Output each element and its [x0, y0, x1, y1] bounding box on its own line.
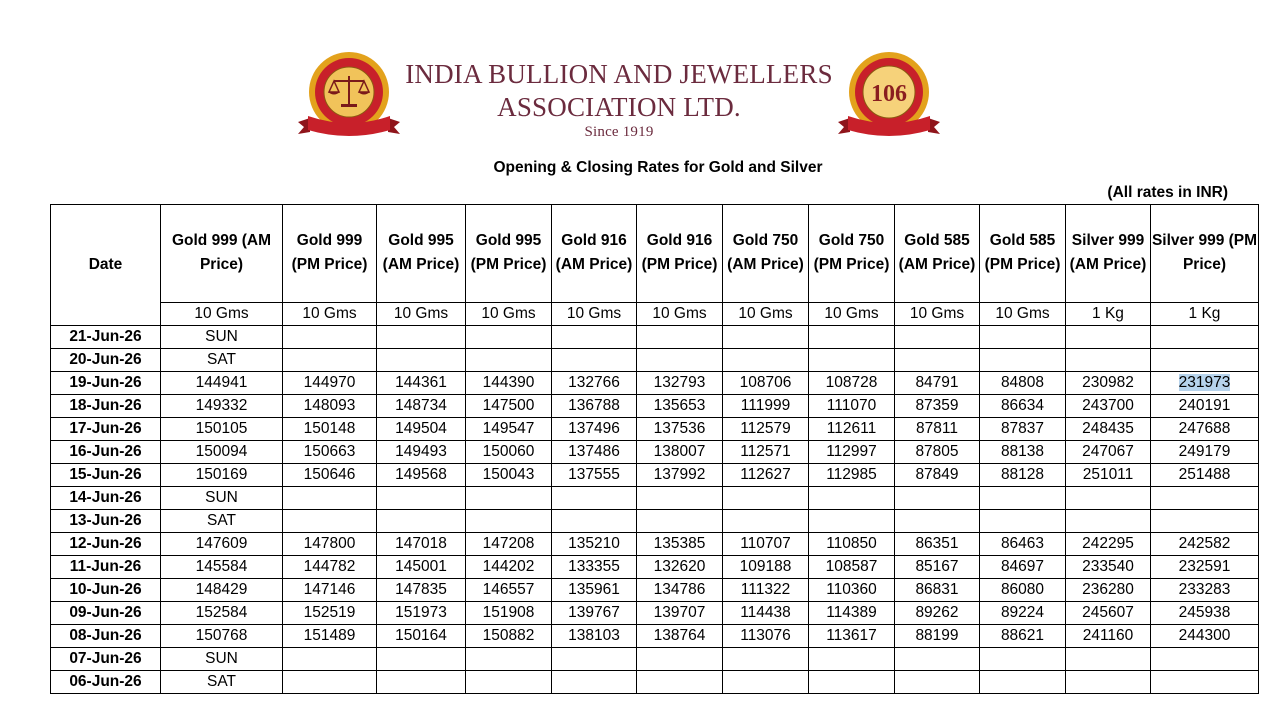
rate-cell: 244300 — [1151, 625, 1259, 648]
column-header: Gold 585 (AM Price) — [895, 205, 980, 303]
rate-cell — [552, 487, 637, 510]
row-date: 07-Jun-26 — [51, 648, 161, 671]
rate-cell — [637, 487, 723, 510]
rate-cell — [809, 671, 895, 694]
rate-cell: 150164 — [377, 625, 466, 648]
rate-cell: 137496 — [552, 418, 637, 441]
column-header: Gold 999 (PM Price) — [283, 205, 377, 303]
rate-cell — [1066, 487, 1151, 510]
rate-cell — [377, 648, 466, 671]
rate-cell: 86831 — [895, 579, 980, 602]
rate-cell — [637, 671, 723, 694]
rate-cell: 147609 — [161, 533, 283, 556]
rate-cell — [1066, 510, 1151, 533]
rate-cell: 111070 — [809, 395, 895, 418]
association-name-line1: INDIA BULLION AND JEWELLERS — [405, 59, 833, 89]
rate-cell: 137992 — [637, 464, 723, 487]
rate-cell: 146557 — [466, 579, 552, 602]
rate-cell: 89224 — [980, 602, 1066, 625]
rate-cell: 242582 — [1151, 533, 1259, 556]
table-body — [51, 326, 1259, 694]
rate-cell: 150768 — [161, 625, 283, 648]
rate-cell: 84791 — [895, 372, 980, 395]
rate-cell: 151973 — [377, 602, 466, 625]
rate-cell — [377, 510, 466, 533]
column-unit: 10 Gms — [809, 302, 895, 325]
rate-cell: 247067 — [1066, 441, 1151, 464]
rate-cell: 145001 — [377, 556, 466, 579]
rate-cell: 147146 — [283, 579, 377, 602]
rate-cell — [1066, 326, 1151, 349]
column-header: Gold 999 (AM Price) — [161, 205, 283, 303]
row-date: 18-Jun-26 — [51, 395, 161, 418]
table-row — [51, 556, 1259, 579]
rate-cell: 111999 — [723, 395, 809, 418]
rate-cell — [1066, 671, 1151, 694]
column-unit: 10 Gms — [980, 302, 1066, 325]
column-header: Gold 995 (PM Price) — [466, 205, 552, 303]
rate-cell: 251011 — [1066, 464, 1151, 487]
rate-cell: SAT — [161, 349, 283, 372]
rate-cell: 233283 — [1151, 579, 1259, 602]
rate-cell: 247688 — [1151, 418, 1259, 441]
row-date: 19-Jun-26 — [51, 372, 161, 395]
column-unit: 10 Gms — [161, 302, 283, 325]
column-header: Gold 916 (AM Price) — [552, 205, 637, 303]
rate-cell: 86634 — [980, 395, 1066, 418]
association-name — [404, 58, 834, 141]
rate-cell — [723, 349, 809, 372]
table-row — [51, 487, 1259, 510]
rate-cell: SUN — [161, 326, 283, 349]
rate-cell: 150148 — [283, 418, 377, 441]
rate-cell — [466, 671, 552, 694]
rates-table — [50, 204, 1259, 694]
rate-cell — [809, 326, 895, 349]
rate-cell — [552, 349, 637, 372]
rate-cell: 232591 — [1151, 556, 1259, 579]
rate-cell: 137486 — [552, 441, 637, 464]
rate-cell — [895, 326, 980, 349]
rate-cell: 87805 — [895, 441, 980, 464]
rate-cell: 144361 — [377, 372, 466, 395]
rate-cell: 150663 — [283, 441, 377, 464]
row-date: 12-Jun-26 — [51, 533, 161, 556]
rate-cell: 114438 — [723, 602, 809, 625]
rate-cell: 112985 — [809, 464, 895, 487]
table-unit-row — [51, 302, 1259, 325]
rate-cell — [895, 648, 980, 671]
rate-cell — [980, 326, 1066, 349]
rate-cell: 147500 — [466, 395, 552, 418]
rate-cell: 135210 — [552, 533, 637, 556]
rate-cell — [723, 326, 809, 349]
column-unit: 10 Gms — [466, 302, 552, 325]
rate-cell: 249179 — [1151, 441, 1259, 464]
rate-cell — [1151, 372, 1259, 395]
rate-cell: 145584 — [161, 556, 283, 579]
row-date: 06-Jun-26 — [51, 671, 161, 694]
rate-cell — [895, 510, 980, 533]
rate-cell — [980, 349, 1066, 372]
column-header: Gold 585 (PM Price) — [980, 205, 1066, 303]
rate-cell — [980, 487, 1066, 510]
rate-cell: 112579 — [723, 418, 809, 441]
rate-cell: 133355 — [552, 556, 637, 579]
rate-cell — [1151, 349, 1259, 372]
table-row — [51, 464, 1259, 487]
rate-cell: 147208 — [466, 533, 552, 556]
rate-cell: 134786 — [637, 579, 723, 602]
column-unit: 10 Gms — [723, 302, 809, 325]
rate-cell — [980, 510, 1066, 533]
rate-cell: 138764 — [637, 625, 723, 648]
rate-cell — [283, 326, 377, 349]
column-unit: 10 Gms — [895, 302, 980, 325]
row-date: 08-Jun-26 — [51, 625, 161, 648]
association-name-line2: ASSOCIATION LTD. — [497, 92, 741, 122]
rate-cell: 110707 — [723, 533, 809, 556]
table-row — [51, 579, 1259, 602]
rate-cell — [1151, 326, 1259, 349]
rate-cell: SUN — [161, 648, 283, 671]
table-row — [51, 395, 1259, 418]
rate-cell: 236280 — [1066, 579, 1151, 602]
column-unit: 10 Gms — [283, 302, 377, 325]
rate-cell: 87849 — [895, 464, 980, 487]
rate-cell: 144202 — [466, 556, 552, 579]
rate-cell: 144390 — [466, 372, 552, 395]
rate-cell: 113076 — [723, 625, 809, 648]
rate-cell: 108728 — [809, 372, 895, 395]
rate-cell: 152584 — [161, 602, 283, 625]
rate-cell — [809, 510, 895, 533]
table-row — [51, 418, 1259, 441]
rate-cell: 132766 — [552, 372, 637, 395]
rate-cell: 112571 — [723, 441, 809, 464]
row-date: 16-Jun-26 — [51, 441, 161, 464]
rate-cell: 85167 — [895, 556, 980, 579]
rate-cell: 132793 — [637, 372, 723, 395]
rate-cell — [283, 487, 377, 510]
rate-cell: 135385 — [637, 533, 723, 556]
row-date: 13-Jun-26 — [51, 510, 161, 533]
rate-cell: 151489 — [283, 625, 377, 648]
rate-cell: 88138 — [980, 441, 1066, 464]
rate-cell — [552, 671, 637, 694]
rate-cell: 112611 — [809, 418, 895, 441]
rate-cell — [1066, 648, 1151, 671]
report-title: Opening & Closing Rates for Gold and Silver — [493, 159, 823, 176]
column-unit: 10 Gms — [552, 302, 637, 325]
rate-cell: 89262 — [895, 602, 980, 625]
anniversary-seal-icon — [836, 50, 942, 142]
rate-cell: 137536 — [637, 418, 723, 441]
rate-cell: 138007 — [637, 441, 723, 464]
rate-cell — [980, 671, 1066, 694]
rate-cell: 84808 — [980, 372, 1066, 395]
column-header: Gold 995 (AM Price) — [377, 205, 466, 303]
rate-cell: 152519 — [283, 602, 377, 625]
rate-cell: SUN — [161, 487, 283, 510]
table-header-row — [51, 205, 1259, 303]
rate-cell: 148734 — [377, 395, 466, 418]
rate-cell: 132620 — [637, 556, 723, 579]
rate-cell: 114389 — [809, 602, 895, 625]
rate-cell: 144941 — [161, 372, 283, 395]
rate-cell: 88128 — [980, 464, 1066, 487]
rate-cell — [809, 349, 895, 372]
rate-cell — [809, 487, 895, 510]
rate-cell: 151908 — [466, 602, 552, 625]
column-header: Gold 750 (AM Price) — [723, 205, 809, 303]
rate-cell: 242295 — [1066, 533, 1151, 556]
rate-cell — [1151, 510, 1259, 533]
rates-currency-note: (All rates in INR) — [1107, 184, 1228, 201]
svg-text:106: 106 — [871, 81, 907, 107]
rate-cell: 245607 — [1066, 602, 1151, 625]
rate-cell — [809, 648, 895, 671]
rate-cell — [466, 349, 552, 372]
rate-cell — [466, 487, 552, 510]
column-unit: 10 Gms — [377, 302, 466, 325]
rate-cell — [637, 510, 723, 533]
column-unit: 1 Kg — [1066, 302, 1151, 325]
rate-cell: 149547 — [466, 418, 552, 441]
rate-cell — [283, 671, 377, 694]
rate-cell: 150169 — [161, 464, 283, 487]
rate-cell — [377, 671, 466, 694]
rate-cell: 245938 — [1151, 602, 1259, 625]
rate-cell: 150043 — [466, 464, 552, 487]
rate-cell: 147800 — [283, 533, 377, 556]
rate-cell — [1151, 648, 1259, 671]
rate-cell: 112627 — [723, 464, 809, 487]
rate-cell: 86080 — [980, 579, 1066, 602]
rate-cell: 87811 — [895, 418, 980, 441]
row-date: 11-Jun-26 — [51, 556, 161, 579]
rate-cell — [895, 487, 980, 510]
column-header: Silver 999 (AM Price) — [1066, 205, 1151, 303]
rate-cell — [637, 648, 723, 671]
rate-cell — [1066, 349, 1151, 372]
rate-cell: 149493 — [377, 441, 466, 464]
rate-cell — [895, 349, 980, 372]
rate-cell: 147018 — [377, 533, 466, 556]
rate-cell — [723, 671, 809, 694]
table-row — [51, 648, 1259, 671]
table-row — [51, 625, 1259, 648]
table-row — [51, 602, 1259, 625]
rate-cell: 84697 — [980, 556, 1066, 579]
rate-cell — [1151, 671, 1259, 694]
rate-cell: 109188 — [723, 556, 809, 579]
row-date: 20-Jun-26 — [51, 349, 161, 372]
rate-cell: SAT — [161, 510, 283, 533]
rate-cell: 108587 — [809, 556, 895, 579]
rate-cell: 150646 — [283, 464, 377, 487]
rate-cell: 148093 — [283, 395, 377, 418]
rate-cell: 86463 — [980, 533, 1066, 556]
rate-cell — [466, 510, 552, 533]
rate-cell — [723, 510, 809, 533]
rate-cell — [377, 349, 466, 372]
rate-cell: 150060 — [466, 441, 552, 464]
rate-cell: 150882 — [466, 625, 552, 648]
rate-cell — [377, 487, 466, 510]
rate-cell: 138103 — [552, 625, 637, 648]
rate-cell: 88621 — [980, 625, 1066, 648]
column-header: Silver 999 (PM Price) — [1151, 205, 1259, 303]
scales-of-justice-seal-icon — [296, 50, 402, 142]
rate-cell: 86351 — [895, 533, 980, 556]
rate-cell — [723, 487, 809, 510]
row-date: 14-Jun-26 — [51, 487, 161, 510]
association-since: Since 1919 — [584, 124, 654, 140]
rate-cell — [466, 326, 552, 349]
rate-cell: 139767 — [552, 602, 637, 625]
column-unit: 10 Gms — [637, 302, 723, 325]
rate-cell: 150105 — [161, 418, 283, 441]
rate-cell: 111322 — [723, 579, 809, 602]
rate-cell: 135961 — [552, 579, 637, 602]
rate-cell: 113617 — [809, 625, 895, 648]
table-row — [51, 533, 1259, 556]
rate-cell — [552, 648, 637, 671]
rate-cell: 88199 — [895, 625, 980, 648]
table-row — [51, 671, 1259, 694]
rate-cell: 230982 — [1066, 372, 1151, 395]
rate-cell: 149568 — [377, 464, 466, 487]
rate-cell: 87837 — [980, 418, 1066, 441]
rate-cell — [552, 510, 637, 533]
rate-cell: 110850 — [809, 533, 895, 556]
rate-cell: 136788 — [552, 395, 637, 418]
rate-cell — [466, 648, 552, 671]
letterhead — [0, 0, 1280, 150]
row-date: 10-Jun-26 — [51, 579, 161, 602]
rate-cell — [637, 349, 723, 372]
row-date: 21-Jun-26 — [51, 326, 161, 349]
rate-cell — [1151, 487, 1259, 510]
rate-cell: 144970 — [283, 372, 377, 395]
row-date: 09-Jun-26 — [51, 602, 161, 625]
rate-cell — [377, 326, 466, 349]
rate-cell: 150094 — [161, 441, 283, 464]
rate-cell: 144782 — [283, 556, 377, 579]
rate-cell: 139707 — [637, 602, 723, 625]
rate-cell: 147835 — [377, 579, 466, 602]
rate-cell — [283, 349, 377, 372]
rate-cell — [980, 648, 1066, 671]
table-row — [51, 326, 1259, 349]
rate-cell — [637, 326, 723, 349]
rate-cell: 241160 — [1066, 625, 1151, 648]
rate-cell: 149504 — [377, 418, 466, 441]
rate-cell: SAT — [161, 671, 283, 694]
row-date: 17-Jun-26 — [51, 418, 161, 441]
rate-cell: 137555 — [552, 464, 637, 487]
rate-cell: 243700 — [1066, 395, 1151, 418]
rate-cell — [283, 648, 377, 671]
column-header: Gold 916 (PM Price) — [637, 205, 723, 303]
rate-cell — [895, 671, 980, 694]
column-header: Gold 750 (PM Price) — [809, 205, 895, 303]
rate-cell: 251488 — [1151, 464, 1259, 487]
rate-cell — [283, 510, 377, 533]
rate-cell: 108706 — [723, 372, 809, 395]
table-row — [51, 510, 1259, 533]
rate-cell: 87359 — [895, 395, 980, 418]
column-header-date: Date — [51, 205, 161, 326]
table-row — [51, 349, 1259, 372]
table-row — [51, 441, 1259, 464]
rate-cell: 110360 — [809, 579, 895, 602]
rate-cell: 149332 — [161, 395, 283, 418]
rate-cell: 148429 — [161, 579, 283, 602]
rate-cell: 240191 — [1151, 395, 1259, 418]
table-row — [51, 372, 1259, 395]
rate-cell — [552, 326, 637, 349]
rate-cell: 233540 — [1066, 556, 1151, 579]
row-date: 15-Jun-26 — [51, 464, 161, 487]
rate-cell: 112997 — [809, 441, 895, 464]
rate-cell: 135653 — [637, 395, 723, 418]
rate-cell: 248435 — [1066, 418, 1151, 441]
selected-text[interactable]: 231973 — [1178, 374, 1231, 391]
column-unit: 1 Kg — [1151, 302, 1259, 325]
rate-cell — [723, 648, 809, 671]
